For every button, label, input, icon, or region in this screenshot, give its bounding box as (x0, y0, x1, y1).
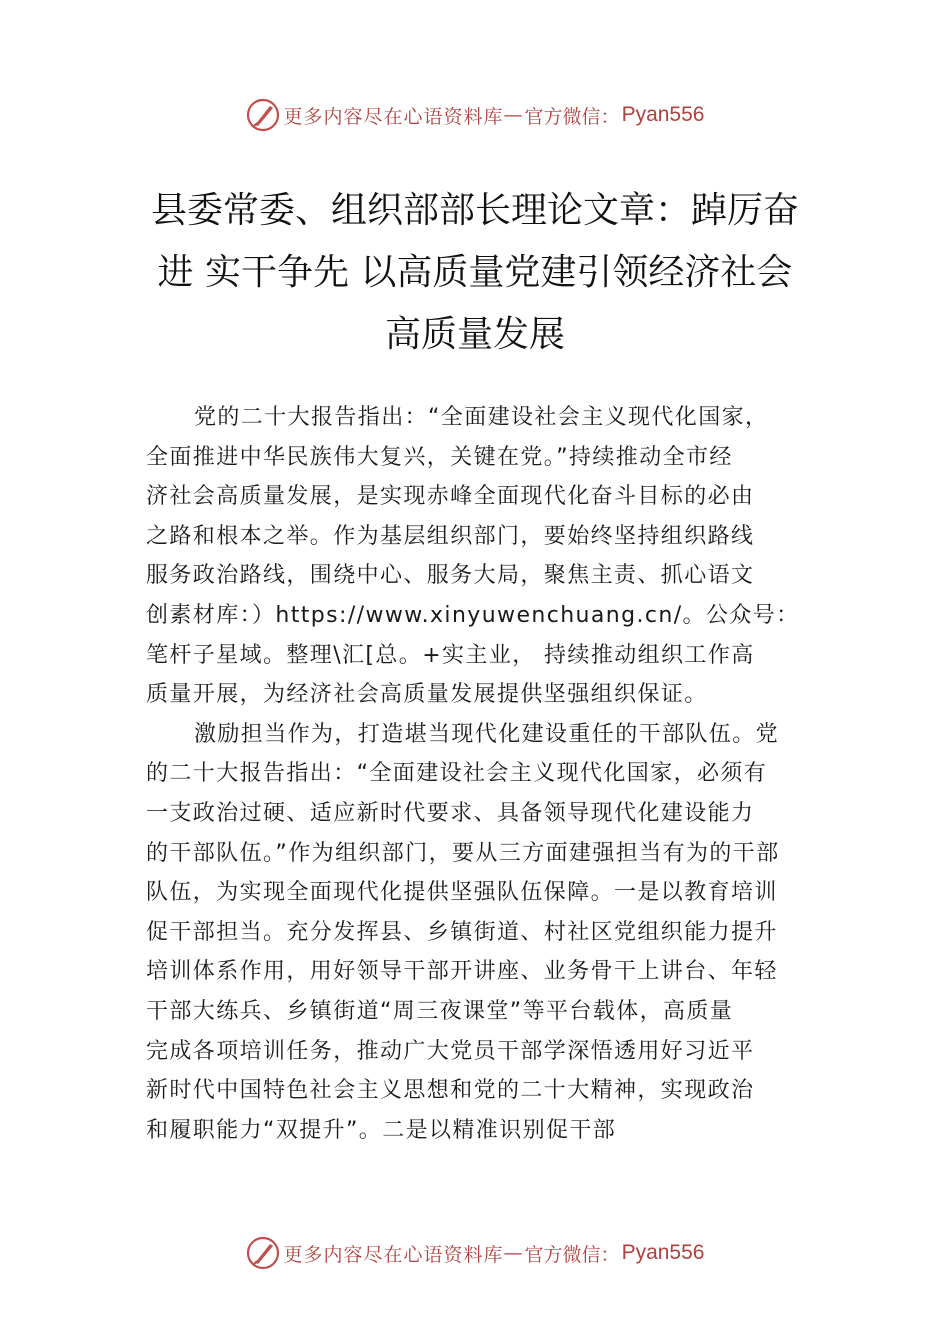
text-line: 党的二十大报告指出：“全面建设社会主义现代化国家， (194, 405, 769, 430)
text-line: 和履职能力“双提升”。二是以精准识别促干部 (146, 1117, 617, 1143)
document-title (140, 180, 810, 366)
title-line: 进 实干争先 以高质量党建引领经济社会 (157, 252, 793, 293)
text-line: 创素材库：）https://www.xinyuwenchuang.cn/。公众号： (146, 602, 800, 628)
title-line: 高质量发展 (384, 314, 565, 355)
text-line: 干部大练兵、乡镇街道“周三夜课堂”等平台载体，高质量 (146, 998, 734, 1024)
text-line: 济社会高质量发展，是实现赤峰全面现代化奋斗目标的必由 (146, 484, 755, 510)
text-line: 之路和根本之举。作为基层组织部门，要始终坚持组织路线 (146, 523, 755, 549)
footer-watermark (0, 1233, 950, 1273)
text-line: 完成各项培训任务，推动广大党员干部学深悟透用好习近平 (146, 1038, 755, 1064)
text-line: 服务政治路线，围绕中心、服务大局，聚焦主责、抓心语文 (146, 563, 755, 589)
text-line: 促干部担当。充分发挥县、乡镇街道、村社区党组织能力提升 (146, 919, 778, 945)
text-line: 一支政治过硬、适应新时代要求、具备领导现代化建设能力 (146, 800, 755, 826)
watermark-wechat-id: Pyan556 (621, 1241, 705, 1264)
quill-logo-icon (246, 98, 280, 132)
watermark-wechat-label: 官方微信： (524, 105, 620, 128)
watermark-wechat-label: 官方微信： (524, 1243, 620, 1266)
watermark-dash: — (503, 104, 523, 126)
text-line: 培训体系作用，用好领导干部开讲座、业务骨干上讲台、年轻 (146, 959, 778, 985)
watermark-wechat-id: Pyan556 (621, 103, 705, 126)
watermark-brand: 更多内容尽在心语资料库 (283, 105, 504, 128)
text-line: 质量开展，为经济社会高质量发展提供坚强组织保证。 (146, 682, 708, 708)
watermark-dash: — (503, 1242, 523, 1264)
text-line: 全面推进中华民族伟大复兴，关键在党。”持续推动全市经 (146, 444, 733, 470)
paragraph (146, 715, 826, 1151)
text-line: 的二十大报告指出：“全面建设社会主义现代化国家，必须有 (146, 761, 768, 787)
header-watermark (0, 95, 950, 135)
paragraph (146, 398, 826, 715)
quill-logo-icon (246, 1236, 280, 1270)
text-line: 笔杆子星域。整理\汇[总。+实主业， 持续推动组织工作高 (146, 642, 755, 668)
text-line: 激励担当作为，打造堪当现代化建设重任的干部队伍。党 (194, 721, 780, 747)
watermark-brand: 更多内容尽在心语资料库 (283, 1243, 504, 1266)
document-body (146, 398, 826, 1150)
text-line: 队伍，为实现全面现代化提供坚强队伍保障。一是以教育培训 (146, 880, 778, 906)
title-line: 县委常委、组织部部长理论文章：踔厉奋 (150, 190, 799, 231)
text-line: 的干部队伍。”作为组织部门，要从三方面建强担当有为的干部 (146, 840, 780, 866)
text-line: 新时代中国特色社会主义思想和党的二十大精神，实现政治 (146, 1078, 755, 1104)
